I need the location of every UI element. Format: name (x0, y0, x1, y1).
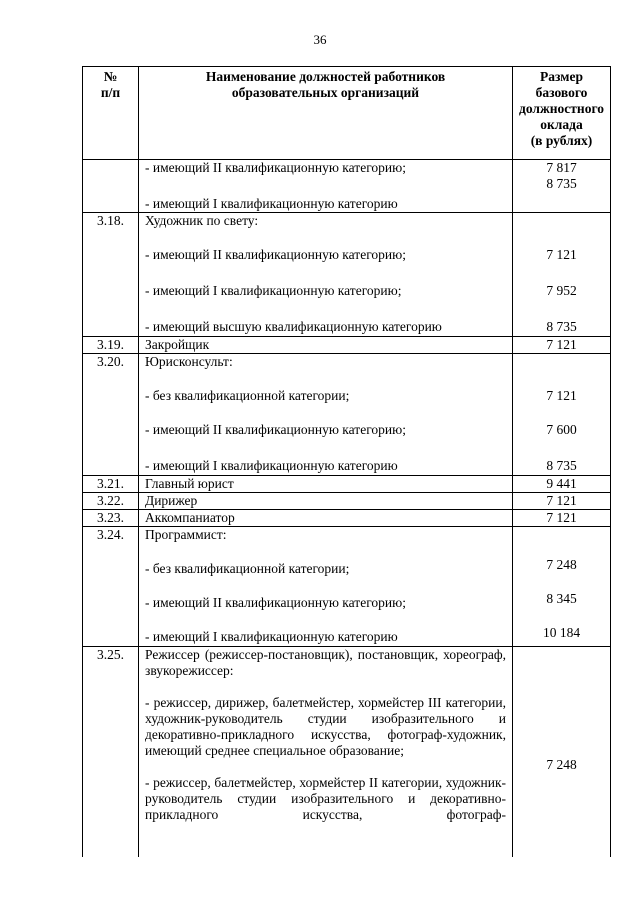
page-number: 36 (313, 32, 327, 47)
row-number: 3.24. (83, 527, 139, 647)
row-salary (513, 527, 611, 647)
salary-value: 7 248 (546, 557, 577, 572)
salary-value: 7 600 (546, 422, 577, 437)
row-salary: 7 121 (513, 493, 611, 510)
row-line: - имеющий II квалификационную категорию; (145, 595, 406, 610)
table-header-row (83, 67, 611, 160)
row-name (139, 527, 513, 647)
table-row (83, 337, 611, 354)
row-title: Юрисконсульт: (145, 354, 233, 369)
row-line: - имеющий I квалификационную категорию (145, 458, 398, 473)
row-salary: 7 121 (513, 510, 611, 527)
salary-table (82, 66, 611, 857)
row-number (83, 160, 139, 213)
row-salary (513, 354, 611, 476)
row-name: Дирижер (139, 493, 513, 510)
row-line: - имеющий I квалификационную категорию (145, 629, 398, 644)
table-row (83, 493, 611, 510)
salary-value: 7 248 (546, 757, 577, 772)
row-salary: 7 121 (513, 337, 611, 354)
row-salary (513, 213, 611, 337)
row-name: Закройщик (139, 337, 513, 354)
row-number: 3.21. (83, 476, 139, 493)
row-number: 3.20. (83, 354, 139, 476)
row-name (139, 213, 513, 337)
salary-value: 8 735 (546, 176, 577, 191)
row-name (139, 647, 513, 857)
table-row (83, 476, 611, 493)
table-row (83, 510, 611, 527)
header-salary: Размер базового должностного оклада (в рублях) (513, 67, 611, 160)
header-position-name: Наименование должностей работников образовательных организаций (139, 67, 513, 160)
salary-value: 10 184 (542, 625, 581, 640)
row-line: - имеющий II квалификационную категорию; (145, 160, 406, 175)
salary-value: 7 121 (546, 247, 577, 262)
salary-value: 7 952 (546, 283, 577, 298)
row-name (139, 354, 513, 476)
row-line: - имеющий II квалификационную категорию; (145, 422, 406, 437)
salary-value: 8 735 (546, 458, 577, 473)
salary-value: 7 121 (546, 388, 577, 403)
row-line: - имеющий II квалификационную категорию; (145, 247, 406, 262)
row-number: 3.19. (83, 337, 139, 354)
row-title: Программист: (145, 527, 227, 542)
row-line: - режиссер, дирижер, балетмейстер, хормейстер III категории, художник-руководитель студии изобразительного и декоративно-прикладного искусства, фотограф-художник, имеющий среднее специальное образование; (145, 695, 506, 758)
row-salary (513, 647, 611, 857)
row-name: Аккомпаниатор (139, 510, 513, 527)
salary-value: 7 817 (546, 160, 577, 175)
row-line: - имеющий высшую квалификационную категорию (145, 319, 442, 334)
table-row (83, 647, 611, 857)
row-line: - имеющий I квалификационную категорию; (145, 283, 402, 298)
header-number: № п/п (83, 67, 139, 160)
row-line: - имеющий I квалификационную категорию (145, 196, 398, 211)
table-row (83, 354, 611, 476)
salary-value: 8 345 (546, 591, 577, 606)
row-title: Художник по свету: (145, 213, 259, 228)
row-line: - режиссер, балетмейстер, хормейстер II категории, художник-руководитель студии изобразительного и декоративно-прикладного искусства, фотограф- (145, 775, 506, 822)
row-salary (513, 160, 611, 213)
row-line: - без квалификационной категории; (145, 561, 350, 576)
table-row (83, 527, 611, 647)
row-salary: 9 441 (513, 476, 611, 493)
row-title: Режиссер (режиссер-постановщик), постановщик, хореограф, звукорежиссер: (145, 647, 506, 678)
table-row (83, 160, 611, 213)
row-number: 3.18. (83, 213, 139, 337)
table-row (83, 213, 611, 337)
row-number: 3.22. (83, 493, 139, 510)
salary-value: 8 735 (546, 319, 577, 334)
row-number: 3.23. (83, 510, 139, 527)
row-name: Главный юрист (139, 476, 513, 493)
row-line: - без квалификационной категории; (145, 388, 350, 403)
row-number: 3.25. (83, 647, 139, 857)
row-name (139, 160, 513, 213)
